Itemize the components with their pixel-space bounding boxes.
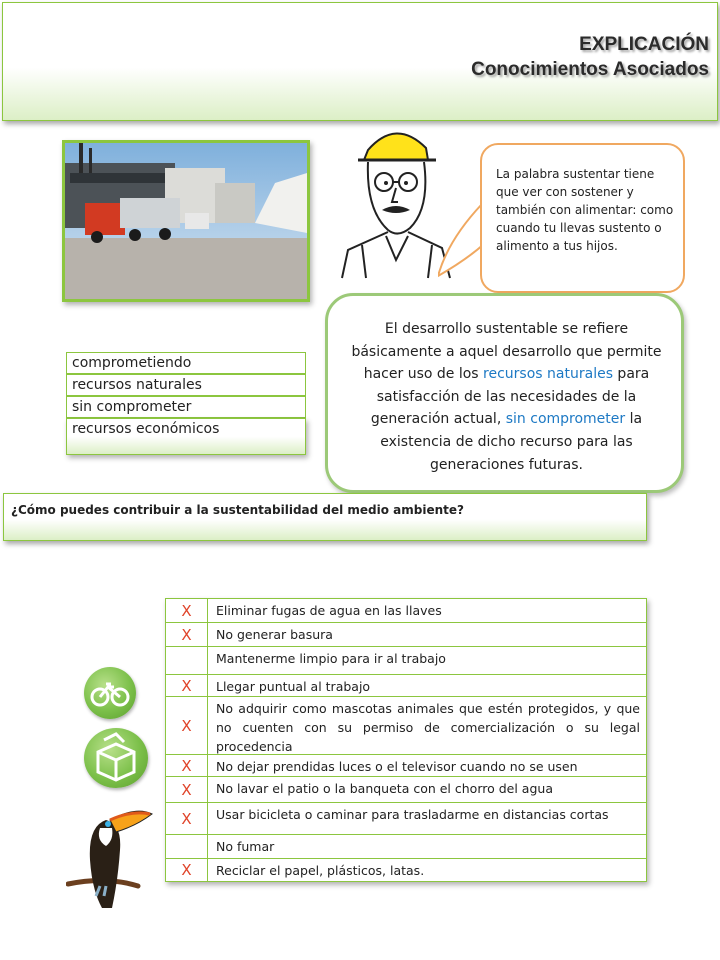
factory-photo bbox=[62, 140, 310, 302]
checklist-mark[interactable]: X bbox=[166, 675, 208, 696]
checklist-text: No adquirir como mascotas animales que estén protegidos, y que no cuenten con su permiso de comercialización o su legal procedencia bbox=[216, 701, 640, 754]
checklist-mark[interactable]: X bbox=[166, 599, 208, 622]
checklist-row bbox=[166, 835, 646, 859]
checklist-mark[interactable]: X bbox=[166, 623, 208, 646]
highlight-recursos-naturales: recursos naturales bbox=[483, 366, 613, 383]
speech-bubble-text: La palabra sustentar tiene que ver con sostener y también con alimentar: como cuando tu llevas sustento o alimento a tus hijos. bbox=[496, 167, 674, 253]
checklist-row bbox=[166, 675, 646, 697]
question-box bbox=[3, 493, 647, 541]
checklist-mark[interactable]: X bbox=[166, 859, 208, 881]
bicycle-icon bbox=[84, 667, 136, 719]
checklist-row bbox=[166, 647, 646, 675]
checklist-row bbox=[166, 599, 646, 623]
word-option[interactable]: comprometiendo bbox=[66, 352, 306, 374]
checklist-row bbox=[166, 623, 646, 647]
checklist-text: No dejar prendidas luces o el televisor cuando no se usen bbox=[216, 759, 578, 774]
checklist-text: Usar bicicleta o caminar para trasladarme en distancias cortas bbox=[216, 807, 609, 822]
checklist-text: No lavar el patio o la banqueta con el chorro del agua bbox=[216, 781, 553, 796]
speech-bubble bbox=[480, 143, 685, 293]
checklist-row bbox=[166, 803, 646, 835]
checklist-text: Mantenerme limpio para ir al trabajo bbox=[216, 651, 446, 666]
explanation-box bbox=[325, 293, 684, 493]
word-bank bbox=[66, 352, 306, 456]
checklist-text: Reciclar el papel, plásticos, latas. bbox=[216, 863, 425, 878]
explanation-part-1: El desarrollo sustentable se refiere básicamente a aquel desarrollo que permite hacer uso de los bbox=[351, 321, 662, 383]
explanation-text bbox=[344, 318, 669, 476]
page-title: EXPLICACIÓN bbox=[579, 34, 709, 55]
page-subtitle: Conocimientos Asociados bbox=[471, 59, 709, 80]
checklist-mark[interactable] bbox=[166, 647, 208, 674]
checklist-row bbox=[166, 755, 646, 777]
checklist-row bbox=[166, 777, 646, 803]
explanation-part-2: para satisfacción de las necesidades de la generación actual, bbox=[370, 366, 650, 428]
header-banner bbox=[2, 2, 718, 121]
question-text: ¿Cómo puedes contribuir a la sustentabilidad del medio ambiente? bbox=[11, 503, 465, 517]
checklist-mark[interactable]: X bbox=[166, 777, 208, 802]
word-option[interactable]: sin comprometer bbox=[66, 396, 306, 418]
highlight-sin-comprometer: sin comprometer bbox=[505, 411, 626, 428]
word-option[interactable]: recursos económicos bbox=[66, 418, 306, 455]
sustainability-checklist bbox=[165, 598, 647, 882]
checklist-mark[interactable] bbox=[166, 835, 208, 858]
explanation-part-3: la existencia de dicho recurso para las generaciones futuras. bbox=[380, 411, 643, 473]
word-option[interactable]: recursos naturales bbox=[66, 374, 306, 396]
checklist-text: No generar basura bbox=[216, 627, 333, 642]
checklist-text: Llegar puntual al trabajo bbox=[216, 679, 371, 694]
checklist-row bbox=[166, 697, 646, 755]
recycle-box-icon bbox=[84, 728, 148, 788]
toucan-illustration bbox=[66, 800, 156, 912]
checklist-row bbox=[166, 859, 646, 881]
checklist-mark[interactable]: X bbox=[166, 803, 208, 834]
checklist-text: No fumar bbox=[216, 839, 275, 854]
checklist-mark[interactable]: X bbox=[166, 755, 208, 776]
checklist-mark[interactable]: X bbox=[166, 697, 208, 754]
checklist-text: Eliminar fugas de agua en las llaves bbox=[216, 603, 442, 618]
